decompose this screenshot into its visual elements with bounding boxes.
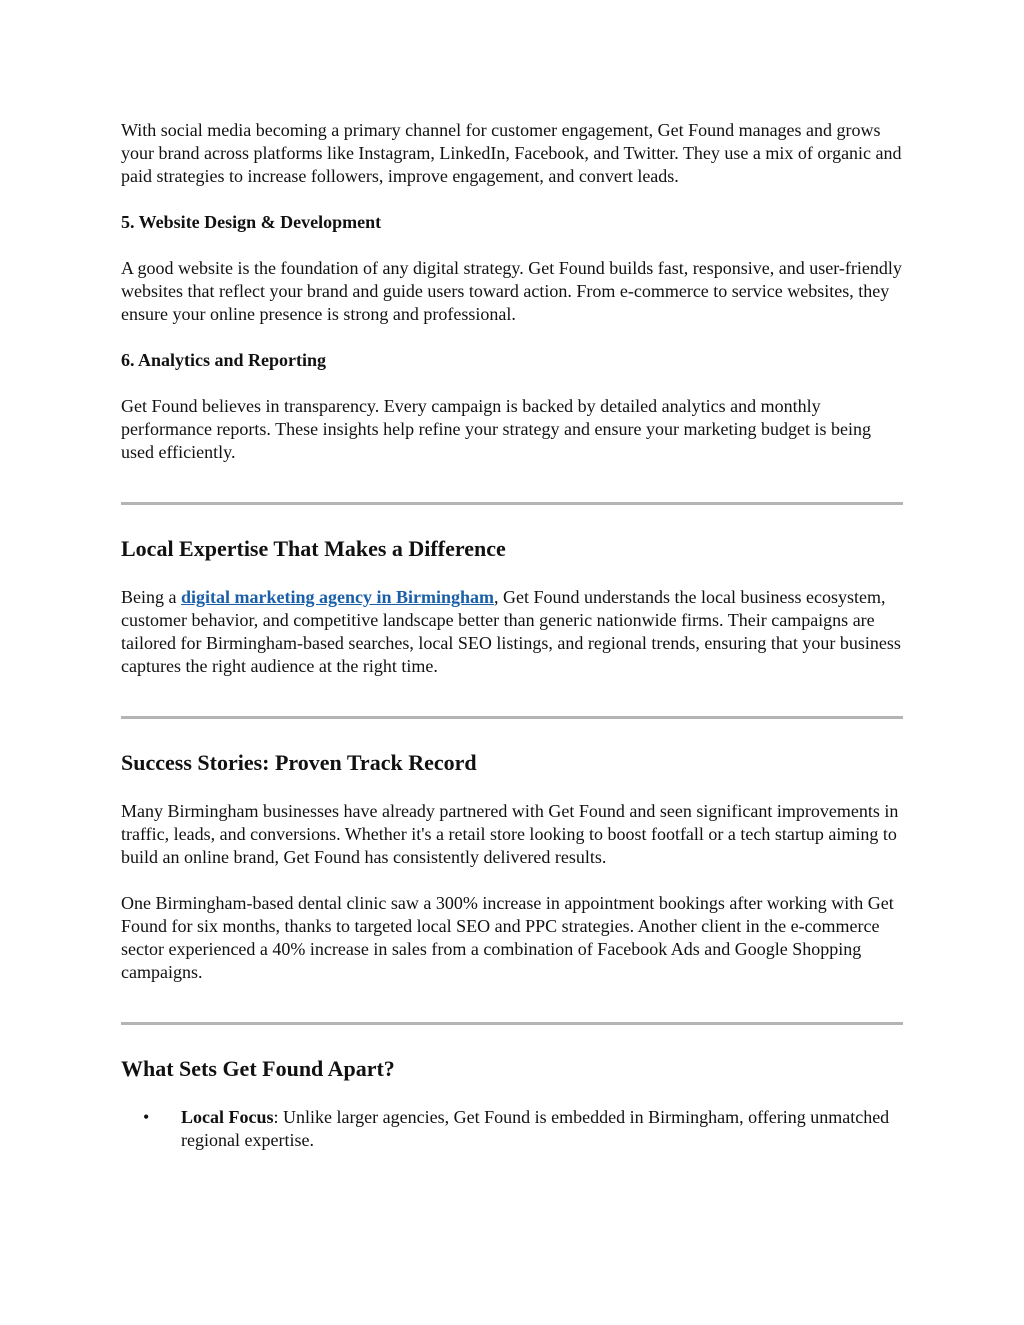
local-expertise-lead: Being a: [121, 587, 181, 607]
success-stories-paragraph-1: Many Birmingham businesses have already partnered with Get Found and seen significant improvements in traffic, leads, and conversions. Whether it's a retail store looking to boost footfall or a tech startup aiming to build an online brand, Get Found has consistently delivered results.: [121, 801, 899, 867]
bullet-icon: •: [143, 1107, 150, 1127]
local-expertise-rest: , Get Found understands the local business ecosystem, customer behavior, and competitive landscape better than generic nationwide firms. Their campaigns are tailored for Birmingham-based searches, local SEO listings, and regional trends, ensuring that your business captures the right audience at the right time.: [121, 587, 901, 676]
list-item-title: Local Focus: [181, 1107, 274, 1127]
section-divider: [121, 502, 903, 505]
website-design-heading: 5. Website Design & Development: [121, 212, 382, 232]
social-media-paragraph: With social media becoming a primary channel for customer engagement, Get Found manages and grows your brand across platforms like Instagram, LinkedIn, Facebook, and Twitter. They use a mix of organic and paid strategies to increase followers, improve engagement, and convert leads.: [121, 120, 902, 186]
birmingham-agency-link[interactable]: digital marketing agency in Birmingham: [181, 587, 495, 607]
success-stories-heading: Success Stories: Proven Track Record: [121, 750, 477, 775]
document-page: [121, 119, 905, 1152]
local-expertise-paragraph: [121, 586, 905, 678]
success-stories-paragraph-2: One Birmingham-based dental clinic saw a 300% increase in appointment bookings after working with Get Found for six months, thanks to targeted local SEO and PPC strategies. Another client in the e-commerce sector experienced a 40% increase in sales from a combination of Facebook Ads and Google Shopping campaigns.: [121, 893, 894, 982]
local-expertise-heading: Local Expertise That Makes a Difference: [121, 536, 506, 561]
section-divider: [121, 1022, 903, 1025]
section-divider: [121, 716, 903, 719]
analytics-heading: 6. Analytics and Reporting: [121, 350, 327, 370]
sets-apart-list: [121, 1106, 905, 1152]
list-item-text: : Unlike larger agencies, Get Found is embedded in Birmingham, offering unmatched regional expertise.: [181, 1107, 890, 1150]
list-item: [121, 1106, 905, 1152]
website-design-paragraph: A good website is the foundation of any digital strategy. Get Found builds fast, responsive, and user-friendly websites that reflect your brand and guide users toward action. From e-commerce to service websites, they ensure your online presence is strong and professional.: [121, 258, 902, 324]
sets-apart-heading: What Sets Get Found Apart?: [121, 1056, 395, 1081]
analytics-paragraph: Get Found believes in transparency. Every campaign is backed by detailed analytics and monthly performance reports. These insights help refine your strategy and ensure your marketing budget is being used efficiently.: [121, 396, 871, 462]
